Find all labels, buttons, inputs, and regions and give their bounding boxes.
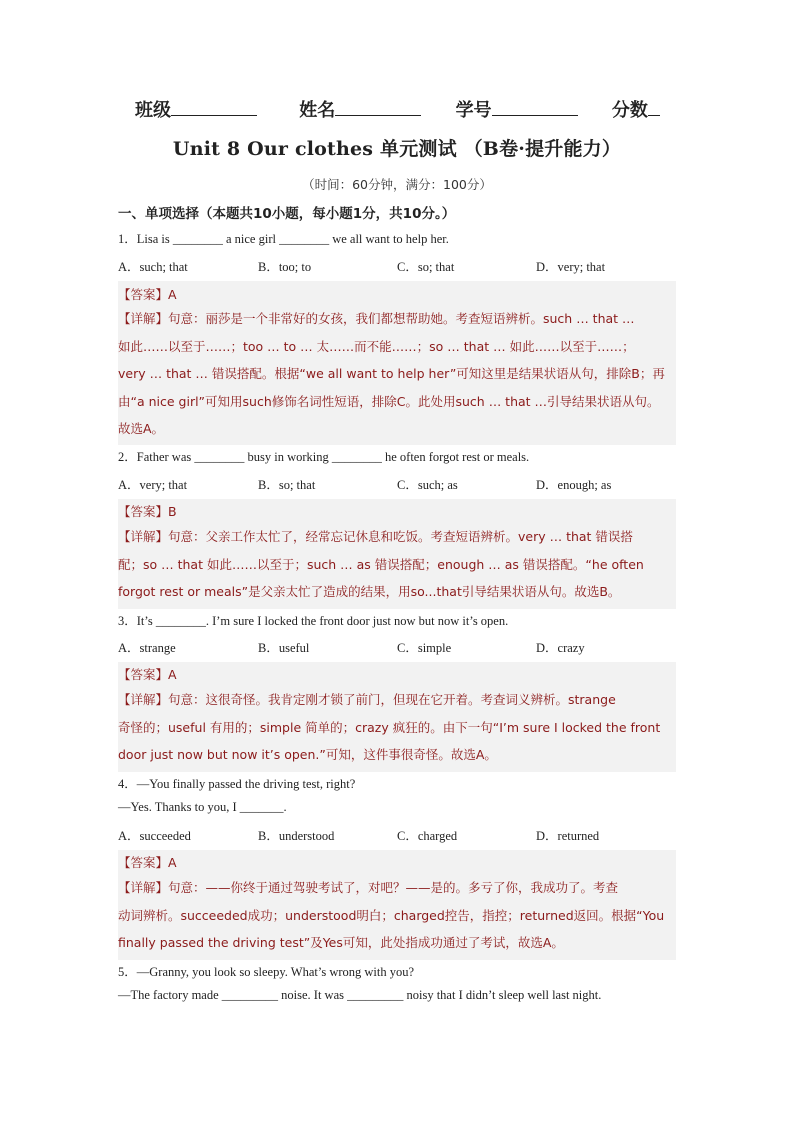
answer-3: 【答案】A <box>118 667 177 682</box>
explanation-line: 如此……以至于……；too … to … 太……而不能……；so … that … 如此……以至于……； <box>118 338 635 354</box>
answer-4: 【答案】A <box>118 855 177 870</box>
option-d[interactable]: D．crazy <box>536 641 585 655</box>
option-a[interactable]: A．strange <box>118 641 176 655</box>
option-c[interactable]: C．such; as <box>397 478 458 492</box>
score-blank[interactable] <box>648 99 660 116</box>
explanation-2 <box>118 523 676 606</box>
option-d[interactable]: D．very; that <box>536 260 606 274</box>
explanation-line: very … that … 错误搭配。根据“we all want to help her”可知这里是结果状语从句，排除B；再 <box>118 366 665 381</box>
explanation-line: 【详解】句意：——你终于通过驾驶考试了，对吧？——是的。多亏了你，我成功了。考查 <box>118 880 619 895</box>
option-a[interactable]: A．very; that <box>118 478 188 492</box>
option-c[interactable]: C．charged <box>397 829 458 843</box>
explanation-line: 【详解】句意：丽莎是一个非常好的女孩，我们都想帮助她。考查短语辨析。such … that … <box>118 311 635 326</box>
section-heading: 一、单项选择（本题共10小题，每小题1分，共10分。） <box>118 206 456 222</box>
explanation-3 <box>118 686 676 769</box>
option-b[interactable]: B．understood <box>258 829 335 843</box>
explanation-line: 配；so … that 如此……以至于；such … as 错误搭配；enough … as 错误搭配。“he often <box>118 556 644 572</box>
explanation-line: 动词辨析。succeeded成功；understood明白；charged控告，指控；returned返回。根据“You <box>118 907 665 923</box>
question-5-reply: —The factory made _________ noise. It was _________ noisy that I didn’t sleep well last night. <box>118 988 602 1002</box>
name-blank[interactable] <box>335 99 421 116</box>
name-label: 姓名 <box>299 100 336 121</box>
question-1-stem: 1．Lisa is ________ a nice girl ________ we all want to help her. <box>118 232 449 246</box>
number-blank[interactable] <box>492 99 578 116</box>
option-d[interactable]: D．enough; as <box>536 478 612 492</box>
explanation-line: 奇怪的；useful 有用的；simple 简单的；crazy 疯狂的。由下一句“I’m sure I locked the front <box>118 719 661 735</box>
explanation-4 <box>118 874 676 957</box>
question-5-stem: 5．—Granny, you look so sleepy. What’s wrong with you? <box>118 965 415 979</box>
explanation-1 <box>118 305 676 443</box>
option-b[interactable]: B．so; that <box>258 478 316 492</box>
explanation-line: forgot rest or meals”是父亲太忙了造成的结果，用so...that引导结果状语从句。故选B。 <box>118 584 621 599</box>
option-b[interactable]: B．useful <box>258 641 310 655</box>
explanation-line: 【详解】句意：父亲工作太忙了，经常忘记休息和吃饭。考查短语辨析。very … that 错误搭 <box>118 529 633 544</box>
option-c[interactable]: C．simple <box>397 641 452 655</box>
explanation-line: door just now but now it’s open.”可知，这件事很奇怪。故选A。 <box>118 747 497 762</box>
explanation-line: 由“a nice girl”可知用such修饰名词性短语，排除C。此处用such … that …引导结果状语从句。 <box>118 393 660 409</box>
answer-1: 【答案】A <box>118 287 177 302</box>
explanation-line: 【详解】句意：这很奇怪。我肯定刚才锁了前门，但现在它开着。考查词义辨析。strange <box>118 692 616 707</box>
option-c[interactable]: C．so; that <box>397 260 455 274</box>
option-a[interactable]: A．such; that <box>118 260 188 274</box>
option-a[interactable]: A．succeeded <box>118 829 191 843</box>
explanation-line: finally passed the driving test”及Yes可知，此处指成功通过了考试，故选A。 <box>118 935 564 950</box>
student-info-line <box>135 96 675 122</box>
class-blank[interactable] <box>171 99 257 116</box>
exam-info: （时间：60分钟，满分：100分） <box>302 177 492 192</box>
option-d[interactable]: D．returned <box>536 829 600 843</box>
explanation-line: 故选A。 <box>118 421 165 436</box>
question-3-stem: 3．It’s ________. I’m sure I locked the front door just now but now it’s open. <box>118 614 509 628</box>
answer-2: 【答案】B <box>118 504 177 519</box>
number-label: 学号 <box>455 100 492 121</box>
class-label: 班级 <box>135 100 171 121</box>
page-title: Unit 8 Our clothes 单元测试 （B卷·提升能力） <box>172 138 622 160</box>
option-b[interactable]: B．too; to <box>258 260 312 274</box>
question-2-stem: 2．Father was ________ busy in working ________ he often forgot rest or meals. <box>118 450 530 464</box>
score-label: 分数 <box>611 100 648 121</box>
question-4-reply: —Yes. Thanks to you, I _______. <box>118 800 287 814</box>
question-4-stem: 4．—You finally passed the driving test, right? <box>118 777 356 791</box>
